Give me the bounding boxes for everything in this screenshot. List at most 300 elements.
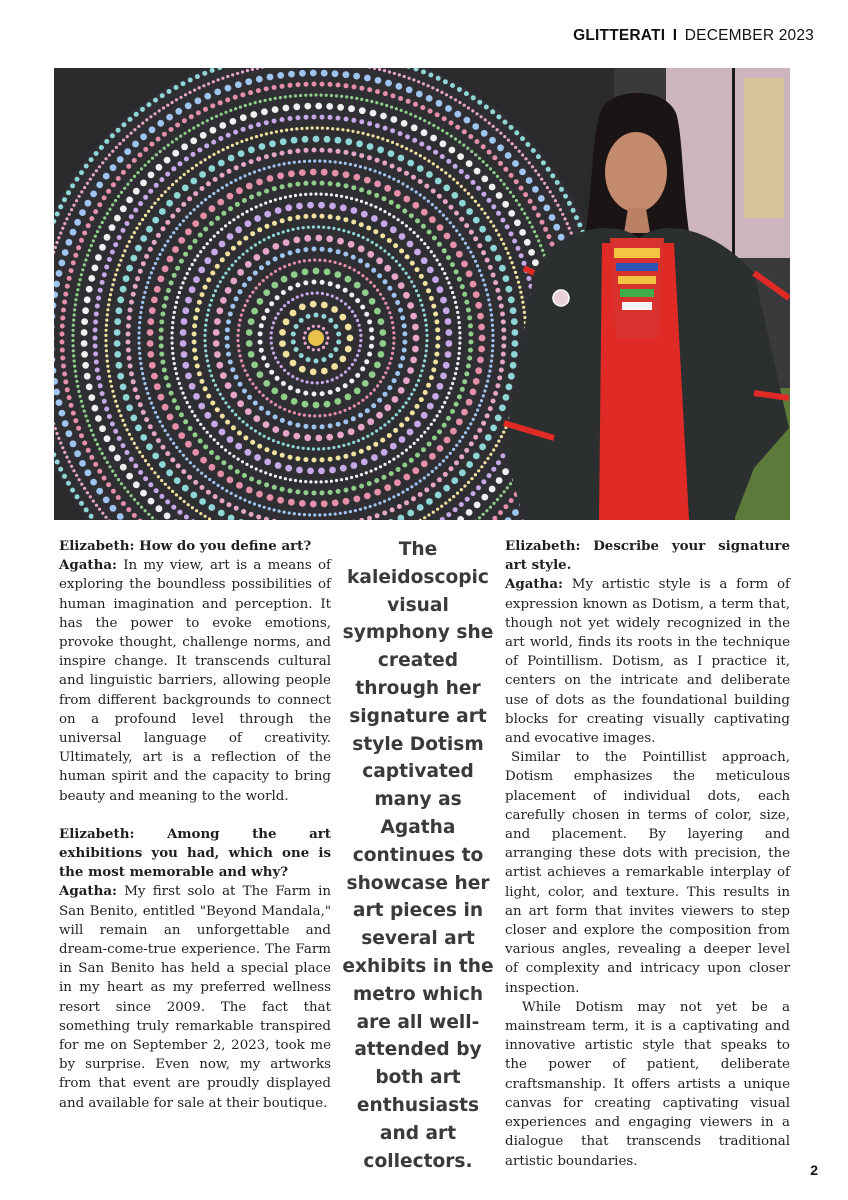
mandala-dot bbox=[200, 132, 207, 139]
mandala-dot bbox=[248, 318, 255, 325]
mandala-dot bbox=[105, 319, 108, 322]
mandala-dot bbox=[357, 234, 360, 237]
mandala-dot bbox=[58, 204, 63, 209]
mandala-dot bbox=[466, 509, 473, 516]
mandala-dot bbox=[106, 313, 109, 316]
mandala-dot bbox=[474, 168, 481, 175]
mandala-dot bbox=[320, 247, 325, 252]
mandala-dot bbox=[422, 82, 425, 85]
mandala-dot bbox=[174, 306, 177, 309]
mandala-dot bbox=[378, 318, 385, 325]
mandala-dot bbox=[397, 167, 402, 172]
mandala-dot bbox=[440, 297, 447, 304]
mandala-dot bbox=[124, 148, 131, 155]
mandala-dot bbox=[238, 256, 241, 259]
mandala-dot bbox=[89, 178, 92, 181]
mandala-dot bbox=[79, 209, 86, 216]
mandala-dot bbox=[358, 413, 363, 418]
mandala-dot bbox=[151, 373, 158, 380]
mandala-dot bbox=[465, 174, 470, 179]
mandala-dot bbox=[450, 409, 455, 414]
mandala-dot bbox=[390, 316, 393, 319]
mandala-dot bbox=[313, 402, 320, 409]
mandala-dot bbox=[446, 416, 451, 421]
mandala-dot bbox=[132, 513, 137, 518]
mandala-dot bbox=[365, 277, 368, 280]
mandala-dot bbox=[484, 105, 489, 110]
mandala-dot bbox=[391, 352, 394, 355]
mandala-dot bbox=[366, 238, 369, 241]
mandala-dot bbox=[287, 301, 290, 304]
mandala-dot bbox=[152, 431, 157, 436]
mandala-dot bbox=[293, 237, 300, 244]
mandala-dot bbox=[135, 227, 138, 230]
mandala-dot bbox=[138, 201, 143, 206]
mandala-dot bbox=[158, 109, 161, 112]
mandala-dot bbox=[531, 225, 534, 228]
mandala-dot bbox=[228, 465, 233, 470]
mandala-dot bbox=[187, 196, 192, 201]
mandala-dot bbox=[164, 157, 171, 164]
mandala-dot bbox=[499, 404, 506, 411]
mandala-dot bbox=[116, 128, 121, 133]
mandala-dot bbox=[76, 288, 79, 291]
mandala-dot bbox=[221, 186, 224, 189]
mandala-dot bbox=[478, 157, 481, 160]
mandala-center bbox=[308, 330, 324, 346]
mandala-dot bbox=[192, 340, 197, 345]
mandala-dot bbox=[454, 301, 457, 304]
mandala-dot bbox=[202, 71, 207, 76]
mandala-dot bbox=[328, 181, 333, 186]
mandala-dot bbox=[299, 169, 306, 176]
mandala-dot bbox=[148, 424, 153, 429]
mandala-dot bbox=[189, 212, 192, 215]
mandala-dot bbox=[428, 109, 433, 114]
mandala-dot bbox=[108, 153, 111, 156]
mandala-dot bbox=[379, 293, 382, 296]
mandala-dot bbox=[371, 432, 374, 435]
mandala-dot bbox=[377, 273, 382, 278]
mandala-dot bbox=[533, 230, 536, 233]
mandala-dot bbox=[103, 497, 110, 504]
mandala-dot bbox=[390, 106, 393, 109]
mandala-dot bbox=[240, 114, 247, 121]
mandala-dot bbox=[323, 414, 326, 417]
mandala-dot bbox=[114, 351, 121, 358]
mandala-dot bbox=[574, 215, 579, 220]
mandala-dot bbox=[359, 449, 364, 454]
mandala-dot bbox=[456, 418, 463, 425]
mandala-dot bbox=[237, 269, 244, 276]
mandala-dot bbox=[234, 296, 239, 301]
mandala-dot bbox=[138, 222, 141, 225]
mandala-dot bbox=[446, 159, 451, 164]
mandala-dot bbox=[266, 276, 269, 279]
mandala-dot bbox=[427, 84, 430, 87]
mandala-dot bbox=[435, 327, 440, 332]
mandala-dot bbox=[310, 369, 317, 376]
mandala-dot bbox=[269, 301, 274, 306]
mandala-dot bbox=[306, 292, 309, 295]
mandala-dot bbox=[98, 447, 101, 450]
mandala-dot bbox=[149, 126, 156, 133]
mandala-dot bbox=[288, 263, 291, 266]
mandala-dot bbox=[197, 371, 202, 376]
mandala-dot bbox=[480, 465, 483, 468]
mandala-dot bbox=[489, 453, 492, 456]
mandala-dot bbox=[204, 257, 211, 264]
mandala-dot bbox=[459, 217, 464, 222]
mandala-dot bbox=[72, 354, 75, 357]
mandala-dot bbox=[235, 226, 242, 233]
mandala-dot bbox=[316, 381, 319, 384]
mandala-dot bbox=[66, 430, 73, 437]
mandala-dot bbox=[512, 160, 519, 167]
mandala-dot bbox=[485, 434, 492, 441]
mandala-dot bbox=[427, 473, 430, 476]
mandala-dot bbox=[387, 433, 392, 438]
mandala-dot bbox=[339, 512, 342, 515]
mandala-dot bbox=[400, 145, 403, 148]
mandala-dot bbox=[401, 491, 404, 494]
mandala-dot bbox=[248, 501, 251, 504]
mandala-dot bbox=[79, 395, 82, 398]
mandala-dot bbox=[198, 403, 205, 410]
mandala-dot bbox=[161, 226, 166, 231]
mandala-dot bbox=[378, 502, 381, 505]
mandala-dot bbox=[75, 177, 80, 182]
mandala-dot bbox=[490, 109, 495, 114]
mandala-dot bbox=[304, 94, 307, 97]
answer-style-p1: My artistic style is a form of expression known as Dotism, a term that, though not yet widely recognized in the art world, finds its roots in the technique of Pointillism. Dotism, as I practice it, centers on the intricate and deliberate use of dots as the foundational building blocks for creating visually captivating and evocative images. bbox=[505, 577, 790, 747]
mandala-dot bbox=[271, 326, 274, 329]
mandala-dot bbox=[422, 364, 425, 367]
mandala-dot bbox=[263, 289, 270, 296]
mandala-dot bbox=[410, 261, 415, 266]
mandala-dot bbox=[264, 99, 267, 102]
mandala-dot bbox=[429, 375, 434, 380]
mandala-dot bbox=[133, 442, 136, 445]
mandala-dot bbox=[546, 234, 551, 239]
mandala-dot bbox=[295, 215, 300, 220]
mandala-dot bbox=[373, 229, 378, 234]
mandala-dot bbox=[263, 380, 270, 387]
mandala-dot bbox=[254, 454, 261, 461]
mandala-dot bbox=[348, 428, 355, 435]
mandala-dot bbox=[347, 335, 354, 342]
mandala-dot bbox=[294, 479, 297, 482]
mandala-dot bbox=[190, 492, 197, 499]
mandala-dot bbox=[101, 221, 104, 224]
mandala-dot bbox=[212, 294, 215, 297]
mandala-dot bbox=[423, 314, 426, 317]
mandala-dot bbox=[427, 159, 430, 162]
mandala-dot bbox=[244, 369, 247, 372]
mandala-dot bbox=[312, 447, 315, 450]
mandala-dot bbox=[204, 475, 207, 478]
mandala-dot bbox=[225, 336, 230, 341]
mandala-dot bbox=[95, 415, 102, 422]
mandala-dot bbox=[502, 468, 509, 475]
mandala-dot bbox=[450, 135, 453, 138]
mandala-dot bbox=[269, 370, 274, 375]
mandala-dot bbox=[266, 411, 271, 416]
mandala-dot bbox=[432, 124, 435, 127]
mandala-dot bbox=[427, 513, 430, 516]
mandala-dot bbox=[343, 71, 350, 78]
mandala-dot bbox=[466, 208, 473, 215]
mandala-dot bbox=[215, 216, 220, 221]
mandala-dot bbox=[280, 253, 285, 258]
mandala-dot bbox=[335, 94, 338, 97]
mandala-dot bbox=[96, 375, 101, 380]
mandala-dot bbox=[496, 477, 503, 484]
mandala-dot bbox=[474, 260, 477, 263]
mandala-dot bbox=[94, 312, 99, 317]
mandala-dot bbox=[371, 215, 378, 222]
mandala-dot bbox=[149, 362, 156, 369]
mandala-dot bbox=[88, 249, 91, 252]
mandala-dot bbox=[515, 276, 518, 279]
mandala-dot bbox=[303, 414, 306, 417]
mandala-dot bbox=[283, 304, 286, 307]
mandala-dot bbox=[199, 171, 206, 178]
mandala-dot bbox=[543, 205, 550, 212]
mandala-dot bbox=[511, 142, 514, 145]
mandala-dot bbox=[213, 438, 216, 441]
mandala-dot bbox=[324, 401, 331, 408]
mandala-dot bbox=[519, 291, 522, 294]
mandala-dot bbox=[508, 296, 515, 303]
mandala-dot bbox=[537, 239, 540, 242]
mandala-dot bbox=[490, 425, 497, 432]
mandala-dot bbox=[299, 94, 302, 97]
mandala-dot bbox=[165, 451, 170, 456]
mandala-dot bbox=[224, 224, 227, 227]
mandala-dot bbox=[374, 205, 377, 208]
mandala-dot bbox=[419, 154, 422, 157]
mandala-dot bbox=[472, 418, 475, 421]
mandala-dot bbox=[195, 509, 198, 512]
mandala-dot bbox=[488, 265, 493, 270]
mandala-dot bbox=[296, 115, 301, 120]
mandala-dot bbox=[459, 502, 464, 507]
mandala-dot bbox=[175, 123, 180, 128]
mandala-dot bbox=[159, 319, 164, 324]
mandala-dot bbox=[209, 238, 212, 241]
mandala-dot bbox=[98, 165, 101, 168]
mandala-dot bbox=[312, 148, 317, 153]
mandala-dot bbox=[383, 210, 386, 213]
mandala-dot bbox=[111, 182, 116, 187]
mandala-dot bbox=[166, 114, 173, 121]
mandala-dot bbox=[141, 410, 146, 415]
mandala-dot bbox=[272, 243, 279, 250]
mandala-dot bbox=[195, 308, 200, 313]
pull-quote: The kaleidoscopic visual symphony she created through her signature art style Dotism captivated many as Agatha continues to showcase her art pieces in several art exhibits in the metro which are all well-attended by both art enthusiasts and art collectors. bbox=[342, 539, 494, 1172]
mandala-dot bbox=[206, 277, 211, 282]
mandala-dot bbox=[212, 192, 215, 195]
mandala-dot bbox=[191, 410, 194, 413]
mandala-dot bbox=[92, 434, 95, 437]
mandala-dot bbox=[436, 414, 439, 417]
mandala-dot bbox=[281, 394, 288, 401]
mandala-dot bbox=[79, 170, 84, 175]
mandala-dot bbox=[420, 304, 423, 307]
mandala-dot bbox=[392, 331, 395, 334]
mandala-dot bbox=[60, 316, 65, 321]
mandala-dot bbox=[122, 139, 125, 142]
mandala-dot bbox=[351, 118, 356, 123]
mandala-dot bbox=[241, 162, 246, 167]
mandala-dot bbox=[420, 105, 425, 110]
mandala-dot bbox=[138, 269, 143, 274]
mandala-dot bbox=[133, 208, 138, 213]
mandala-dot bbox=[176, 463, 181, 468]
mandala-dot bbox=[491, 329, 494, 332]
mandala-dot bbox=[96, 296, 101, 301]
mandala-dot bbox=[279, 476, 282, 479]
mandala-dot bbox=[126, 164, 131, 169]
mandala-dot bbox=[497, 440, 500, 443]
mandala-dot bbox=[475, 139, 480, 144]
mandala-dot bbox=[221, 487, 224, 490]
mandala-dot bbox=[496, 192, 503, 199]
mandala-dot bbox=[419, 479, 422, 482]
mandala-dot bbox=[466, 160, 473, 167]
mandala-dot bbox=[304, 434, 311, 441]
mandala-dot bbox=[314, 93, 317, 96]
mandala-dot bbox=[485, 164, 488, 167]
mandala-dot bbox=[522, 306, 525, 309]
mandala-dot bbox=[225, 420, 230, 425]
mandala-dot bbox=[517, 281, 520, 284]
mandala-dot bbox=[239, 176, 242, 179]
mandala-dot bbox=[440, 91, 443, 94]
mandala-dot bbox=[468, 332, 473, 337]
mandala-dot bbox=[454, 98, 457, 101]
mandala-dot bbox=[336, 216, 341, 221]
mandala-dot bbox=[343, 252, 348, 257]
mandala-dot bbox=[175, 227, 178, 230]
mandala-dot bbox=[209, 450, 214, 455]
mandala-dot bbox=[238, 150, 245, 157]
mandala-dot bbox=[334, 398, 341, 405]
mandala-dot bbox=[198, 233, 203, 238]
mandala-dot bbox=[188, 426, 193, 431]
mandala-dot bbox=[324, 136, 331, 143]
mandala-dot bbox=[477, 469, 480, 472]
mandala-dot bbox=[234, 413, 237, 416]
mandala-dot bbox=[539, 244, 542, 247]
mandala-dot bbox=[228, 452, 231, 455]
mandala-dot bbox=[391, 256, 394, 259]
mandala-dot bbox=[429, 216, 436, 223]
mandala-dot bbox=[175, 446, 178, 449]
mandala-dot bbox=[172, 246, 179, 253]
mandala-dot bbox=[74, 450, 81, 457]
mandala-dot bbox=[379, 329, 386, 336]
mandala-dot bbox=[305, 127, 308, 130]
mandala-dot bbox=[397, 493, 400, 496]
mandala-dot bbox=[173, 311, 176, 314]
mandala-dot bbox=[172, 442, 175, 445]
mandala-dot bbox=[140, 367, 143, 370]
mandala-dot bbox=[306, 381, 309, 384]
mandala-dot bbox=[228, 312, 233, 317]
mandala-dot bbox=[518, 286, 521, 289]
mandala-dot bbox=[217, 189, 220, 192]
mandala-dot bbox=[401, 221, 404, 224]
mandala-dot bbox=[191, 263, 194, 266]
mandala-dot bbox=[478, 404, 481, 407]
mandala-dot bbox=[383, 423, 386, 426]
mandala-dot bbox=[241, 127, 246, 132]
mandala-dot bbox=[216, 285, 219, 288]
mandala-dot bbox=[553, 224, 560, 231]
mandala-dot bbox=[95, 254, 102, 261]
mandala-dot bbox=[172, 150, 179, 157]
mandala-dot bbox=[298, 160, 301, 163]
mandala-dot bbox=[213, 494, 218, 499]
mandala-dot bbox=[367, 155, 372, 160]
mandala-dot bbox=[495, 415, 502, 422]
mandala-dot bbox=[156, 505, 163, 512]
mandala-dot bbox=[432, 276, 439, 283]
mandala-dot bbox=[479, 443, 486, 450]
mandala-dot bbox=[384, 404, 391, 411]
mandala-dot bbox=[185, 215, 188, 218]
mandala-dot bbox=[138, 152, 143, 157]
mandala-dot bbox=[208, 304, 211, 307]
mandala-dot bbox=[346, 129, 349, 132]
mandala-dot bbox=[170, 457, 175, 462]
mandala-dot bbox=[98, 288, 103, 293]
mandala-dot bbox=[437, 429, 442, 434]
mandala-dot bbox=[107, 370, 110, 373]
mandala-dot bbox=[438, 210, 441, 213]
mandala-dot bbox=[415, 384, 418, 387]
mandala-dot bbox=[438, 410, 441, 413]
mandala-dot bbox=[288, 83, 293, 88]
mandala-dot bbox=[55, 241, 58, 244]
mandala-dot bbox=[514, 219, 521, 226]
mandala-dot bbox=[200, 186, 205, 191]
mandala-dot bbox=[376, 289, 379, 292]
mandala-dot bbox=[362, 289, 369, 296]
mandala-dot bbox=[296, 467, 303, 474]
mandala-dot bbox=[81, 318, 88, 325]
mandala-dot bbox=[424, 319, 427, 322]
mandala-dot bbox=[254, 101, 257, 104]
mandala-dot bbox=[164, 375, 169, 380]
mandala-dot bbox=[281, 381, 286, 386]
mandala-dot bbox=[263, 506, 266, 509]
mandala-dot bbox=[486, 293, 489, 296]
mandala-dot bbox=[463, 188, 466, 191]
mandala-dot bbox=[383, 173, 386, 176]
mandala-dot bbox=[522, 261, 527, 266]
mandala-dot bbox=[303, 457, 308, 462]
mandala-dot bbox=[178, 161, 183, 166]
mandala-dot bbox=[405, 417, 410, 422]
mandala-dot bbox=[188, 129, 191, 132]
mandala-dot bbox=[237, 344, 240, 347]
mandala-dot bbox=[95, 504, 98, 507]
mandala-dot bbox=[141, 455, 144, 458]
mandala-dot bbox=[172, 231, 175, 234]
